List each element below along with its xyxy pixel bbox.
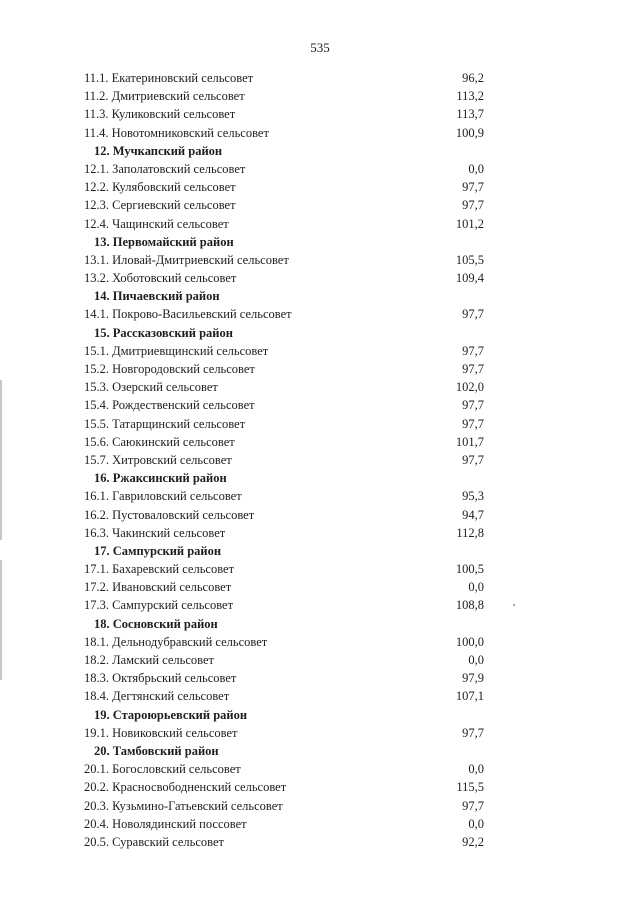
settlement-row bbox=[84, 487, 484, 505]
settlement-value: 97,7 bbox=[462, 416, 484, 431]
settlement-value: 0,0 bbox=[468, 580, 484, 595]
district-heading-label: 17. Сампурский район bbox=[94, 543, 222, 558]
settlement-row bbox=[84, 396, 484, 414]
settlement-row bbox=[84, 269, 484, 287]
settlement-value: 100,0 bbox=[455, 634, 484, 649]
settlement-value: 0,0 bbox=[468, 816, 484, 831]
settlement-value: 97,7 bbox=[462, 307, 484, 322]
settlement-value: 97,7 bbox=[462, 180, 484, 195]
settlement-value: 102,0 bbox=[455, 380, 484, 395]
settlement-row bbox=[84, 833, 484, 851]
settlement-name: 17.3. Сампурский сельсовет bbox=[84, 598, 234, 613]
settlement-row bbox=[84, 196, 484, 214]
settlement-value: 100,9 bbox=[455, 125, 484, 140]
district-heading bbox=[84, 542, 484, 560]
settlement-row bbox=[84, 596, 484, 614]
settlement-value: 97,7 bbox=[462, 798, 484, 813]
settlement-row bbox=[84, 251, 484, 269]
district-heading bbox=[84, 706, 484, 724]
settlement-name: 16.3. Чакинский сельсовет bbox=[84, 525, 226, 540]
settlement-value: 101,7 bbox=[455, 434, 484, 449]
settlement-value: 115,5 bbox=[456, 780, 484, 795]
settlement-row bbox=[84, 415, 484, 433]
settlement-value: 109,4 bbox=[455, 271, 484, 286]
settlement-value: 95,3 bbox=[462, 489, 484, 504]
scan-edge-mark bbox=[0, 380, 2, 540]
settlement-row bbox=[84, 778, 484, 796]
settlement-name: 16.1. Гавриловский сельсовет bbox=[84, 489, 242, 504]
settlement-value: 101,2 bbox=[455, 216, 484, 231]
settlement-value: 97,7 bbox=[462, 398, 484, 413]
settlement-value: 97,7 bbox=[462, 343, 484, 358]
district-values-list bbox=[84, 69, 484, 851]
settlement-value: 94,7 bbox=[462, 507, 484, 522]
settlement-name: 15.5. Татарщинский сельсовет bbox=[84, 416, 246, 431]
district-heading-label: 16. Ржаксинский район bbox=[94, 471, 227, 486]
district-heading-label: 12. Мучкапский район bbox=[94, 143, 223, 158]
settlement-value: 107,1 bbox=[455, 689, 484, 704]
settlement-name: 15.1. Дмитриевщинский сельсовет bbox=[84, 343, 269, 358]
settlement-name: 12.3. Сергиевский сельсовет bbox=[84, 198, 236, 213]
settlement-row bbox=[84, 815, 484, 833]
settlement-value: 108,8 bbox=[455, 598, 484, 613]
settlement-row bbox=[84, 760, 484, 778]
settlement-value: 92,2 bbox=[462, 834, 484, 849]
settlement-name: 11.3. Куликовский сельсовет bbox=[84, 107, 236, 122]
settlement-name: 19.1. Новиковский сельсовет bbox=[84, 725, 238, 740]
settlement-name: 18.3. Октябрьский сельсовет bbox=[84, 671, 237, 686]
settlement-row bbox=[84, 669, 484, 687]
settlement-name: 11.2. Дмитриевский сельсовет bbox=[84, 89, 245, 104]
settlement-row bbox=[84, 578, 484, 596]
settlement-value: 100,5 bbox=[455, 562, 484, 577]
settlement-row bbox=[84, 433, 484, 451]
settlement-name: 15.2. Новгородовский сельсовет bbox=[84, 362, 255, 376]
settlement-name: 13.2. Хоботовский сельсовет bbox=[84, 271, 237, 286]
settlement-name: 20.4. Новолядинский поссовет bbox=[84, 816, 247, 831]
settlement-name: 14.1. Покрово-Васильевский сельсовет bbox=[84, 307, 292, 322]
district-heading bbox=[84, 615, 484, 633]
settlement-row bbox=[84, 178, 484, 196]
settlement-row bbox=[84, 651, 484, 669]
settlement-row bbox=[84, 87, 484, 105]
district-heading-label: 15. Рассказовский район bbox=[94, 325, 233, 340]
settlement-name: 11.4. Новотомниковский сельсовет bbox=[84, 125, 269, 140]
settlement-value: 113,7 bbox=[456, 107, 484, 122]
scan-edge-mark bbox=[0, 560, 2, 680]
settlement-value: 0,0 bbox=[468, 762, 484, 777]
settlement-row bbox=[84, 687, 484, 705]
district-heading-label: 19. Староюрьевский район bbox=[94, 707, 248, 722]
district-heading bbox=[84, 233, 484, 251]
district-heading bbox=[84, 287, 484, 305]
district-heading-label: 20. Тамбовский район bbox=[94, 743, 219, 758]
settlement-name: 12.4. Чащинский сельсовет bbox=[84, 216, 229, 231]
settlement-row bbox=[84, 506, 484, 524]
settlement-row bbox=[84, 69, 484, 87]
settlement-value: 96,2 bbox=[462, 71, 484, 85]
district-heading bbox=[84, 324, 484, 342]
settlement-name: 11.1. Екатериновский сельсовет bbox=[84, 71, 254, 85]
settlement-value: 97,7 bbox=[462, 452, 484, 467]
settlement-value: 0,0 bbox=[468, 653, 484, 667]
settlement-value: 105,5 bbox=[455, 252, 484, 267]
settlement-value: 112,8 bbox=[456, 525, 484, 540]
settlement-value: 0,0 bbox=[468, 161, 484, 176]
settlement-row bbox=[84, 124, 484, 142]
settlement-name: 16.2. Пустоваловский сельсовет bbox=[84, 507, 255, 522]
settlement-value: 97,9 bbox=[462, 671, 484, 686]
settlement-row bbox=[84, 724, 484, 742]
page-number: 535 bbox=[310, 40, 330, 55]
district-heading bbox=[84, 742, 484, 760]
settlement-row bbox=[84, 378, 484, 396]
settlement-name: 18.4. Дегтянский сельсовет bbox=[84, 689, 230, 704]
settlement-row bbox=[84, 451, 484, 469]
settlement-value: 97,7 bbox=[462, 725, 484, 740]
settlement-row bbox=[84, 305, 484, 323]
settlement-name: 17.2. Ивановский сельсовет bbox=[84, 580, 232, 595]
settlement-row bbox=[84, 633, 484, 651]
settlement-row bbox=[84, 360, 484, 378]
settlement-row bbox=[84, 105, 484, 123]
settlement-name: 20.1. Богословский сельсовет bbox=[84, 762, 241, 777]
settlement-value: 97,7 bbox=[462, 362, 484, 376]
settlement-name: 15.7. Хитровский сельсовет bbox=[84, 452, 232, 467]
settlement-name: 12.2. Кулябовский сельсовет bbox=[84, 180, 236, 195]
district-heading-label: 18. Сосновский район bbox=[94, 616, 218, 631]
settlement-value: 113,2 bbox=[456, 89, 484, 104]
settlement-name: 15.6. Саюкинский сельсовет bbox=[84, 434, 235, 449]
settlement-name: 13.1. Иловай-Дмитриевский сельсовет bbox=[84, 252, 289, 267]
settlement-row bbox=[84, 215, 484, 233]
settlement-name: 15.3. Озерский сельсовет bbox=[84, 380, 218, 395]
scan-speck bbox=[513, 604, 515, 606]
district-heading-label: 13. Первомайский район bbox=[94, 234, 234, 249]
settlement-name: 12.1. Заполатовский сельсовет bbox=[84, 161, 246, 176]
district-heading bbox=[84, 142, 484, 160]
settlement-name: 20.3. Кузьмино-Гатьевский сельсовет bbox=[84, 798, 283, 813]
settlement-row bbox=[84, 342, 484, 360]
settlement-row bbox=[84, 524, 484, 542]
settlement-name: 18.1. Дельнодубравский сельсовет bbox=[84, 634, 268, 649]
settlement-row bbox=[84, 560, 484, 578]
settlement-name: 18.2. Ламский сельсовет bbox=[84, 653, 215, 667]
district-heading-label: 14. Пичаевский район bbox=[94, 289, 220, 304]
settlement-value: 97,7 bbox=[462, 198, 484, 213]
settlement-name: 20.5. Суравский сельсовет bbox=[84, 834, 224, 849]
settlement-name: 17.1. Бахаревский сельсовет bbox=[84, 562, 235, 577]
settlement-row bbox=[84, 160, 484, 178]
settlement-row bbox=[84, 797, 484, 815]
settlement-name: 20.2. Красносвободненский сельсовет bbox=[84, 780, 287, 795]
settlement-name: 15.4. Рождественский сельсовет bbox=[84, 398, 255, 413]
district-heading bbox=[84, 469, 484, 487]
